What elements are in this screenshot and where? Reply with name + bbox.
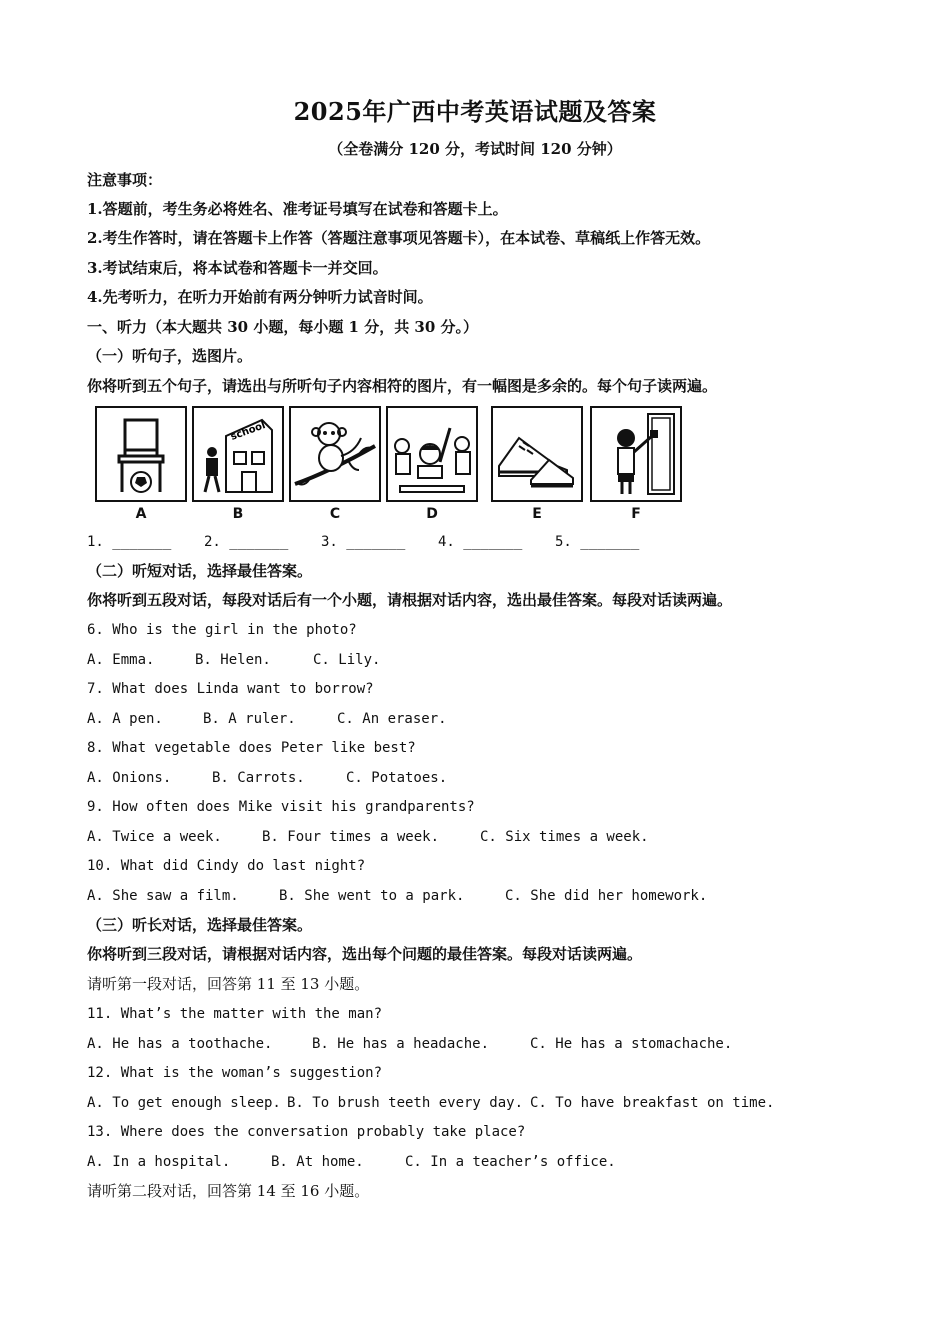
boy-walking-to-school-icon [192,406,284,502]
option: C. Six times a week. [480,829,649,845]
option: A. To get enough sleep. [87,1095,281,1111]
picture-row [95,406,695,531]
question-text: 10. What did Cindy do last night? [87,858,366,874]
answer-blank: 1. _______ [87,534,172,550]
boy-raising-hand-in-class-icon [386,406,478,502]
option: A. Emma. [87,652,155,668]
option: A. In a hospital. [87,1154,231,1170]
option: C. Potatoes. [346,770,448,786]
option: C. An eraser. [337,711,447,727]
section-heading: 一、听力（本大题共 30 小题，每小题 1 分，共 30 分。） [87,318,479,336]
option: B. She went to a park. [279,888,465,904]
option: A. A pen. [87,711,163,727]
answer-blank: 2. _______ [204,534,289,550]
picture-letter: B [232,506,244,522]
notice-heading: 注意事项： [87,171,163,189]
notice-item: 4.先考听力，在听力开始前有两分钟听力试音时间。 [87,288,433,306]
option: A. Onions. [87,770,172,786]
option: B. At home. [271,1154,364,1170]
chair-with-ball-icon [95,406,187,502]
monkey-on-branch-icon [289,406,381,502]
part-heading: （三）听长对话，选择最佳答案。 [87,916,313,934]
option: B. Carrots. [212,770,305,786]
question-text: 9. How often does Mike visit his grandparents? [87,799,475,815]
dialogue-intro: 请听第一段对话，回答第 11 至 13 小题。 [87,975,370,993]
option: C. Lily. [313,652,381,668]
notice-item: 1.答题前，考生务必将姓名、准考证号填写在试卷和答题卡上。 [87,200,508,218]
option: C. He has a stomachache. [530,1036,733,1052]
question-text: 13. Where does the conversation probably take place? [87,1124,526,1140]
page-title: 2025年广西中考英语试题及答案 [293,97,657,126]
option: B. Four times a week. [262,829,440,845]
part-instruction: 你将听到五个句子，请选出与所听句子内容相符的图片，有一幅图是多余的。每个句子读两遍。 [87,377,718,395]
notice-item: 3.考试结束后，将本试卷和答题卡一并交回。 [87,259,388,277]
option: C. She did her homework. [505,888,708,904]
option: A. She saw a film. [87,888,239,904]
option: B. He has a headache. [312,1036,490,1052]
question-text: 7. What does Linda want to borrow? [87,681,374,697]
picture-c [289,406,381,531]
sneakers-icon [491,406,583,502]
picture-letter: D [426,506,438,522]
picture-letter: A [135,506,147,522]
picture-letter: F [631,506,641,522]
option: B. To brush teeth every day. [287,1095,524,1111]
answer-blank: 4. _______ [438,534,523,550]
answer-blank: 5. _______ [555,534,640,550]
question-text: 8. What vegetable does Peter like best? [87,740,416,756]
question-text: 11. What’s the matter with the man? [87,1006,383,1022]
picture-b [192,406,284,531]
picture-f [590,406,682,531]
option: A. Twice a week. [87,829,222,845]
part-heading: （二）听短对话，选择最佳答案。 [87,562,313,580]
svg-text:school: school [229,420,268,443]
option: B. Helen. [195,652,271,668]
option: B. A ruler. [203,711,296,727]
option: A. He has a toothache. [87,1036,273,1052]
question-text: 12. What is the woman’s suggestion? [87,1065,383,1081]
page-subtitle: （全卷满分 120 分，考试时间 120 分钟） [328,140,622,158]
part-instruction: 你将听到五段对话，每段对话后有一个小题，请根据对话内容，选出最佳答案。每段对话读两遍。 [87,591,733,609]
question-text: 6. Who is the girl in the photo? [87,622,357,638]
picture-letter: E [532,506,542,522]
part-heading: （一）听句子，选图片。 [87,347,253,365]
girl-cleaning-window-icon [590,406,682,502]
dialogue-intro: 请听第二段对话，回答第 14 至 16 小题。 [87,1182,370,1200]
option: C. In a teacher’s office. [405,1154,616,1170]
notice-item: 2.考生作答时，请在答题卡上作答（答题注意事项见答题卡），在本试卷、草稿纸上作答无效。 [87,229,711,247]
picture-d [386,406,478,531]
picture-e [491,406,583,531]
picture-letter: C [329,506,341,522]
part-instruction: 你将听到三段对话，请根据对话内容，选出每个问题的最佳答案。每段对话读两遍。 [87,945,643,963]
answer-blank: 3. _______ [321,534,406,550]
picture-a [95,406,187,531]
option: C. To have breakfast on time. [530,1095,775,1111]
